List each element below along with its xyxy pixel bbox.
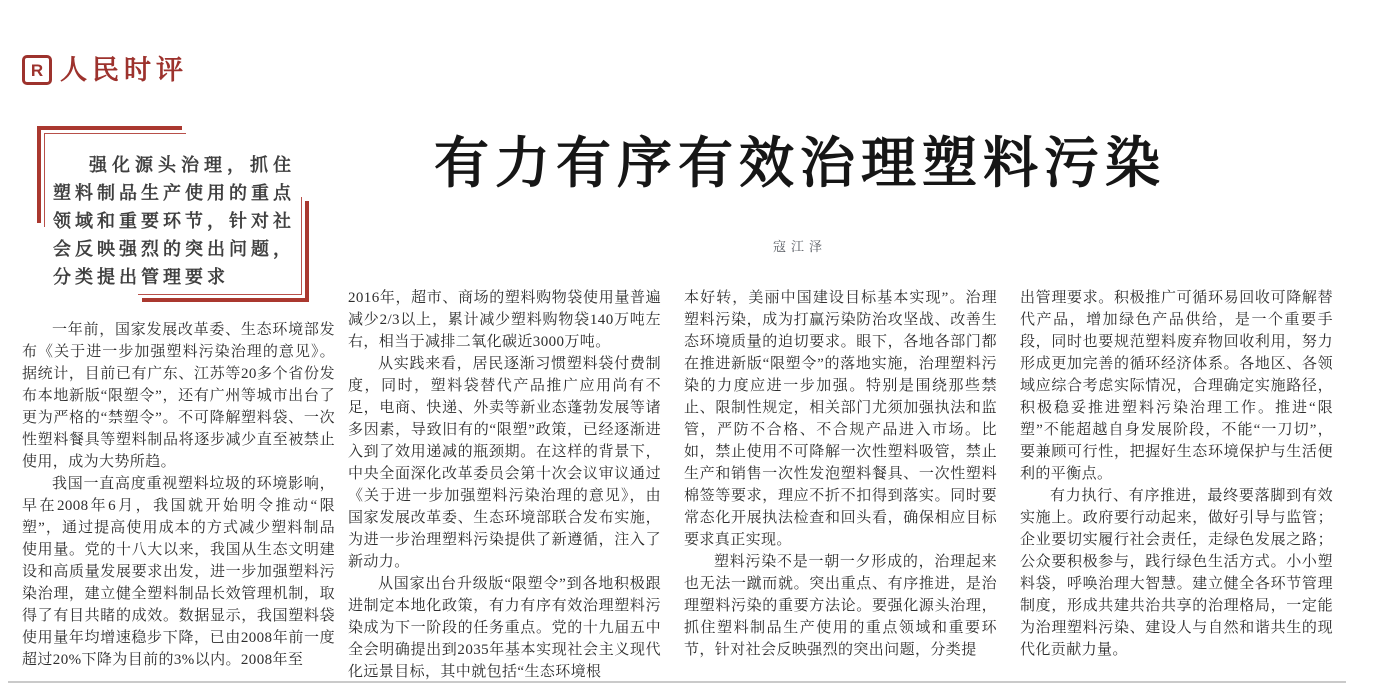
paragraph: 从国家出台升级版“限塑令”到各地积极跟进制定本地化政策，有力有序有效治理塑料污染成为下一阶段的任务重点。党的十九届五中全会明确提出到2035年基本实现社会主义现代化远景目标，其中就包括“生态环境根 <box>348 576 661 680</box>
pull-quote-box <box>37 126 309 302</box>
bottom-divider <box>8 681 1346 683</box>
paragraph: 本好转，美丽中国建设目标基本实现”。治理塑料污染，成为打赢污染防治攻坚战、改善生态环境质量的迫切要求。眼下，各地各部门都在推进新版“限塑令”的落地实施，治理塑料污染的力度应进一步加强。特别是围绕那些禁止、限制性规定，相关部门尤须加强执法和监管，严防不合格、不合规产品进入市场。比如，禁止使用不可降解一次性塑料吸管，禁止生产和销售一次性发泡塑料餐具、一次性塑料棉签等要求，理应不折不扣得到落实。同时要常态化开展执法检查和回头看，确保相应目标要求真正实现。 <box>684 290 997 548</box>
paragraph: 出管理要求。积极推广可循环易回收可降解替代产品，增加绿色产品供给，是一个重要手段，同时也要规范塑料废弃物回收利用，努力形成更加完善的循环经济体系。各地区、各领域应综合考虑实际情况，合理确定实施路径，积极稳妥推进塑料污染治理工作。推进“限塑”不能超越自身发展阶段，不能“一刀切”，要兼顾可行性，把握好生态环境保护与生活便利的平衡点。 <box>1020 290 1333 482</box>
paragraph: 从实践来看，居民逐渐习惯塑料袋付费制度，同时，塑料袋替代产品推广应用尚有不足，电商、快递、外卖等新业态蓬勃发展等诸多因素，导致旧有的“限塑”政策，已经逐渐进入到了效用递减的瓶颈期。在这样的背景下，中央全面深化改革委员会第十次会议审议通过《关于进一步加强塑料污染治理的意见》，由国家发展改革委、生态环境部联合发布实施，为进一步治理塑料污染提供了新遵循，注入了新动力。 <box>348 356 661 570</box>
paragraph: 一年前，国家发展改革委、生态环境部发布《关于进一步加强塑料污染治理的意见》。据统计，目前已有广东、江苏等20多个省份发布本地新版“限塑令”，还有广州等城市出台了更为严格的“禁塑令”。不可降解塑料袋、一次性塑料餐具等塑料制品将逐步减少直至被禁止使用，成为大势所趋。 <box>22 322 335 470</box>
paragraph: 有力执行、有序推进，最终要落脚到有效实施上。政府要行动起来，做好引导与监管；企业要切实履行社会责任，走绿色发展之路；公众要积极参与，践行绿色生活方式。小小塑料袋，呼唤治理大智慧。建立健全各环节管理制度，形成共建共治共享的治理格局，一定能为治理塑料污染、建设人与自然和谐共生的现代化贡献力量。 <box>1020 488 1333 658</box>
pull-quote-text: 强化源头治理，抓住塑料制品生产使用的重点领域和重要环节，针对社会反映强烈的突出问题，分类提出管理要求 <box>53 155 295 287</box>
article-column-3 <box>684 287 997 661</box>
article-column-1 <box>22 319 335 671</box>
article-column-2 <box>348 287 661 683</box>
paragraph: 我国一直高度重视塑料垃圾的环境影响，早在2008年6月，我国就开始明令推动“限塑”，通过提高使用成本的方式减少塑料制品使用量。党的十八大以来，我国从生态文明建设和高质量发展要求出发，进一步加强塑料污染治理，建立健全塑料制品长效管理机制，取得了有目共睹的成效。数据显示，我国塑料袋使用量年均增速稳步下降，已由2008年前一度超过20%下降为目前的3%以内。2008年至 <box>22 476 335 668</box>
section-header <box>22 55 188 85</box>
paragraph: 塑料污染不是一朝一夕形成的，治理起来也无法一蹴而就。突出重点、有序推进，是治理塑料污染的重要方法论。要强化源头治理，抓住塑料制品生产使用的重点领域和重要环节，针对社会反映强烈的突出问题，分类提 <box>684 554 997 658</box>
peoples-daily-logo-icon <box>22 55 52 85</box>
article-author: 寇江泽 <box>772 239 827 254</box>
article-headline: 有力有序有效治理塑料污染 <box>433 132 1166 194</box>
logo-letter: R <box>30 60 44 80</box>
article-column-4 <box>1020 287 1333 661</box>
paragraph: 2016年，超市、商场的塑料购物袋使用量普遍减少2/3以上，累计减少塑料购物袋140万吨左右，相当于减排二氧化碳近3000万吨。 <box>348 290 661 350</box>
section-title: 人民时评 <box>60 54 188 85</box>
